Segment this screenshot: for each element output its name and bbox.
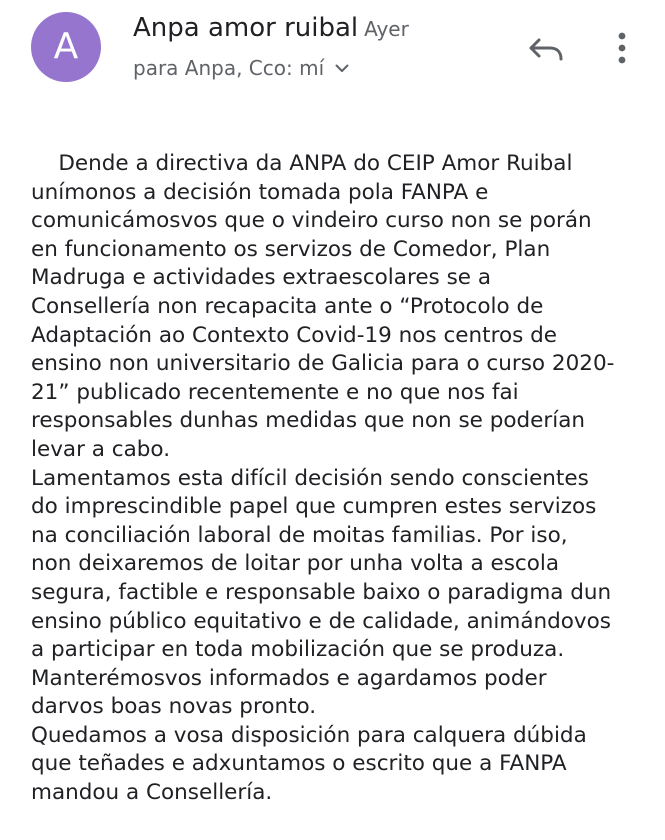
email-time: Ayer xyxy=(364,17,409,41)
chevron-down-icon[interactable] xyxy=(334,60,350,76)
email-header xyxy=(0,0,665,110)
avatar[interactable]: A xyxy=(31,12,101,82)
email-body-line: Lamentamos esta difícil decisión sendo conscientes xyxy=(31,465,589,491)
email-body-line: ensino non universitario de Galicia para o curso 2020- xyxy=(31,351,615,377)
email-body-line: a participar en toda mobilización que se produza. xyxy=(31,637,565,663)
email-body-line: ensino público equitativo e de calidade, animándovos xyxy=(31,608,611,634)
email-body-line: en funcionamento os servizos de Comedor, Plan xyxy=(31,236,551,262)
email-body-line: unímonos a decisión tomada pola FANPA e xyxy=(31,179,489,205)
email-body-line: mandou a Consellería. xyxy=(31,780,273,806)
sender-name[interactable]: Anpa amor ruibal xyxy=(133,13,359,43)
email-body-line: Madruga e actividades extraescolares se a xyxy=(31,265,492,291)
email-body-line: non deixaremos de loitar por unha volta a escola xyxy=(31,551,560,577)
sender-line xyxy=(133,13,409,43)
email-body-line: Adaptación ao Contexto Covid-19 nos centros de xyxy=(31,322,558,348)
email-body-line: Manterémosvos informados e agardamos poder xyxy=(31,665,547,691)
email-body-line: Dende a directiva da ANPA do CEIP Amor Ruibal xyxy=(31,151,573,176)
email-body-line: darvos boas novas pronto. xyxy=(31,694,317,720)
email-body-line: segura, factible e responsable baixo o paradigma dun xyxy=(31,579,612,605)
email-body-line: Quedamos a vosa disposición para calquera dúbida xyxy=(31,722,587,748)
email-body-line: responsables dunhas medidas que non se poderían xyxy=(31,408,586,434)
more-vert-icon[interactable] xyxy=(610,28,634,72)
recipients-text: para Anpa, Cco: mí xyxy=(133,56,325,80)
email-body-line: do imprescindible papel que cumpren estes servizos xyxy=(31,494,597,520)
email-body xyxy=(31,150,641,808)
email-body-line: levar a cabo. xyxy=(31,436,171,462)
email-body-line: que teñades e adxuntamos o escrito que a FANPA xyxy=(31,751,567,777)
recipient-details-toggle[interactable] xyxy=(133,56,350,80)
email-body-line: na conciliación laboral de moitas familias. Por iso, xyxy=(31,522,568,548)
email-body-line: Consellería non recapacita ante o “Protocolo de xyxy=(31,293,544,319)
email-body-line: comunicámosvos que o vindeiro curso non se porán xyxy=(31,208,592,234)
email-body-line: 21” publicado recentemente e no que nos fai xyxy=(31,379,519,405)
reply-icon[interactable] xyxy=(526,30,566,70)
